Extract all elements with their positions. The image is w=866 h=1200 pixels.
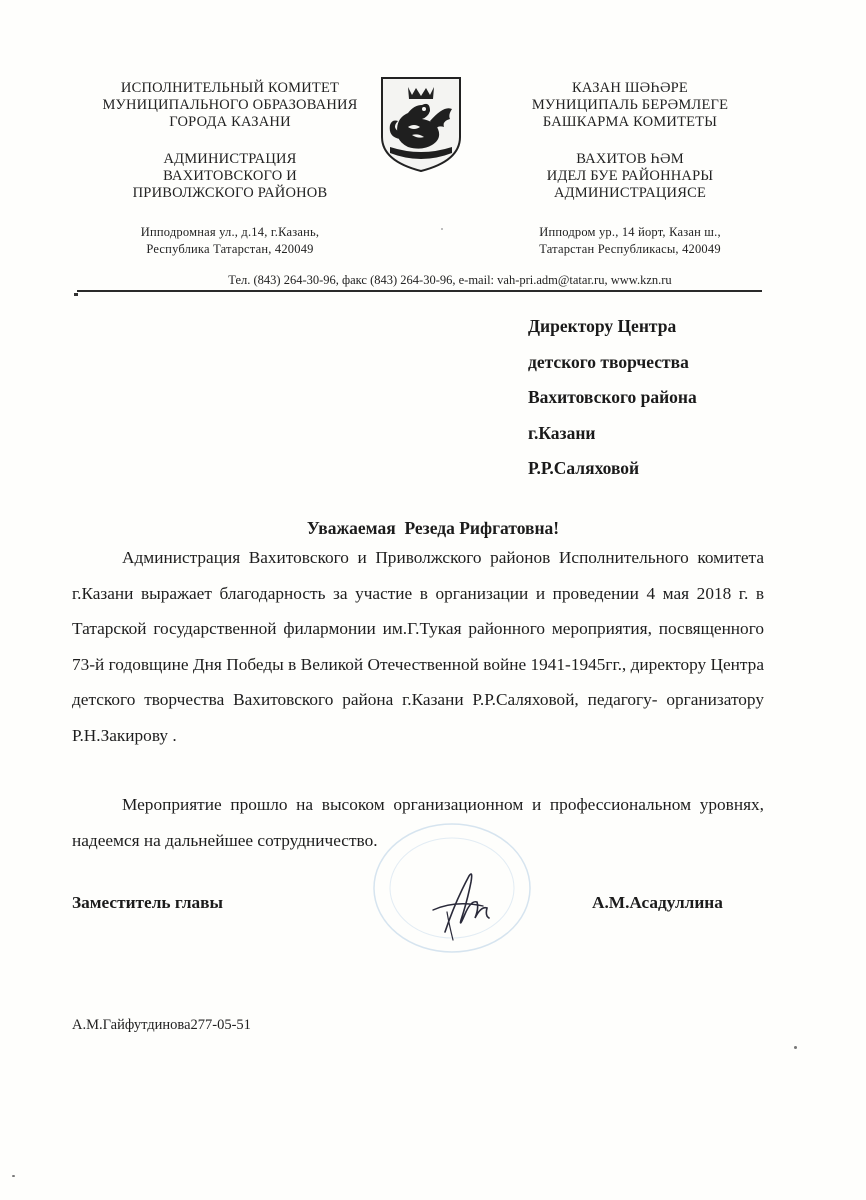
header-left-address-line: Республика Татарстан, 420049 (146, 242, 314, 256)
divider-mark (74, 293, 78, 296)
kazan-coat-of-arms-icon (378, 75, 464, 173)
scan-speck (12, 1175, 15, 1177)
header-right-org-line: КАЗАН ШӘҺӘРЕ (572, 80, 688, 96)
header-left (70, 80, 390, 258)
scan-speck (794, 1046, 797, 1049)
header-right-address-line: Ипподром ур., 14 йорт, Казан ш., (539, 225, 721, 239)
header-right-admin-line: ВАХИТОВ ҺӘМ (576, 151, 684, 167)
addressee-line: Вахитовского района (528, 387, 697, 407)
header-right-admin-line: ИДЕЛ БУЕ РАЙОННАРЫ (546, 168, 714, 184)
header-right-address-line: Татарстан Республикасы, 420049 (539, 242, 721, 256)
paragraph-text: Мероприятие прошло на высоком организационном и профессиональном уровнях, надеемся на дальнейшее сотрудничество. (72, 795, 764, 850)
signatory-title: Заместитель главы (72, 893, 223, 912)
header-left-org-line: ИСПОЛНИТЕЛЬНЫЙ КОМИТЕТ (120, 80, 340, 96)
header-right-org-line: МУНИЦИПАЛЬ БЕРӘМЛЕГЕ (531, 97, 729, 113)
header-right-admin-line: АДМИНИСТРАЦИЯСЕ (553, 185, 707, 201)
salutation: Уважаемая Резеда Рифгатовна! (306, 518, 560, 538)
header-left-admin-line: ВАХИТОВСКОГО И (163, 168, 297, 184)
executor-contact: А.М.Гайфутдинова277-05-51 (72, 1017, 251, 1033)
header-left-address-line: Ипподромная ул., д.14, г.Казань, (140, 225, 320, 239)
header-left-admin-line: ПРИВОЛЖСКОГО РАЙОНОВ (132, 185, 328, 201)
addressee-block (528, 309, 697, 487)
header-left-org-line: МУНИЦИПАЛЬНОГО ОБРАЗОВАНИЯ (102, 97, 358, 113)
contact-line: Тел. (843) 264-30-96, факс (843) 264-30-96, e-mail: vah-pri.adm@tatar.ru, www.kzn.ru (228, 273, 672, 287)
letter-paragraph-1 (72, 540, 764, 753)
addressee-line: г.Казани (528, 422, 596, 443)
scan-speck (441, 228, 443, 230)
paragraph-text: Администрация Вахитовского и Приволжского районов Исполнительного комитета г.Казани выражает благодарность за участие в организации и проведении 4 мая 2018 г. в Татарской государственной филармонии им.Г.Тукая районного мероприятия, посвященного 73-й годовщине Дня Победы в Великой Отечественной войне 1941-1945гг., директору Центра детского творчества Вахитовского района г.Казани Р.Р.Саляховой, педагогу- организатору Р.Н.Закирову . (72, 548, 764, 745)
header-right (490, 80, 770, 258)
header-left-org-line: ГОРОДА КАЗАНИ (169, 114, 291, 130)
handwritten-signature-icon (425, 862, 505, 952)
addressee-line: детского творчества (528, 351, 689, 372)
signatory-name: А.М.Асадуллина (592, 893, 723, 912)
addressee-line: Р.Р.Саляховой (528, 458, 640, 478)
header-divider (77, 290, 762, 292)
addressee-line: Директору Центра (528, 316, 677, 336)
header-right-org-line: БАШКАРМА КОМИТЕТЫ (542, 114, 718, 130)
header-left-admin-line: АДМИНИСТРАЦИЯ (163, 151, 297, 167)
